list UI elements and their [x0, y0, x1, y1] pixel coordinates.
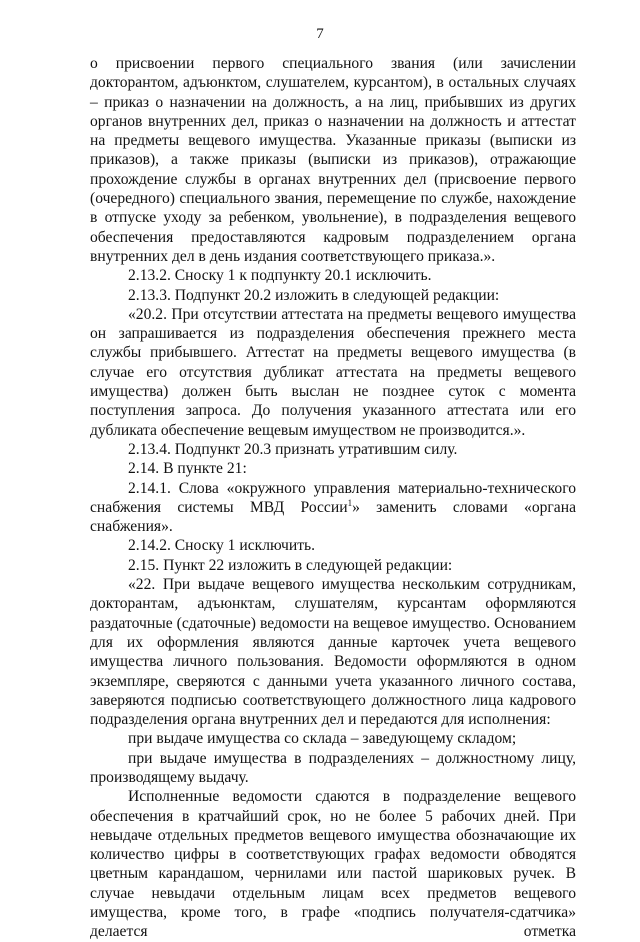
paragraph-continuation: о присвоении первого специального звания (или зачислении докторантом, адъюнктом, слушателем, курсантом), в остальных случаях – приказ о назначении на должность, а на лиц, прибывших из других органов внутренних дел, приказ о назначении на должность и аттестат на предметы вещевого имущества. Указанные приказы (выписки из приказов), а также приказы (выписки из приказов), отражающие прохождение службы в органах внутренних дел (присвоение первого (очередного) специального звания, перемещение по службе, нахождение в отпуске уходу за ребенком, увольнение), в подразделения вещевого обеспечения предоставляются кадровым подразделением органа внутренних дел в день издания соответствующего приказа.».: [90, 55, 576, 265]
paragraph-2-14-2: 2.14.2. Сноску 1 исключить.: [128, 537, 316, 555]
paragraph-subdivisions: при выдаче имущества в подразделениях – должностному лицу, производящему выдачу.: [90, 749, 576, 786]
footnote-mark: 1: [347, 497, 353, 508]
paragraph-2-13-4: 2.13.4. Подпункт 20.3 признать утратившим силу.: [128, 440, 458, 458]
document-body: [90, 54, 576, 942]
clause-2-14-1-replacement: » заменить словами «органа снабжения».: [90, 498, 576, 536]
paragraph-2-13-2: 2.13.2. Сноску 1 к подпункту 20.1 исключить.: [128, 267, 432, 285]
paragraph-2-15: 2.15. Пункт 22 изложить в следующей редакции:: [128, 556, 453, 574]
clause-2-14-1-text: 2.14.1. Слова «окружного управления материально-технического снабжения системы МВД России: [90, 479, 576, 516]
paragraph-2-14: 2.14. В пункте 21:: [128, 460, 247, 478]
paragraph-executed-statements: Исполненные ведомости сдаются в подразделение вещевого обеспечения в кратчайший срок, но не более 5 рабочих дней. При невыдаче отдельных предметов вещевого имущества обозначающие их количество цифры в соответствующих графах ведомости обводятся цветным карандашом, чернилами или пастой шариковых ручек. В случае невыдачи отдельным лицам всех предметов вещевого имущества, кроме того, в графе «подпись получателя-сдатчика» делается отметка: [90, 788, 576, 941]
paragraph-2-14-1: [90, 479, 576, 537]
paragraph-warehouse: при выдаче имущества со склада – заведующему складом;: [128, 730, 517, 748]
paragraph-2-13-3: 2.13.3. Подпункт 20.2 изложить в следующей редакции:: [128, 286, 500, 304]
paragraph-22: «22. При выдаче вещевого имущества нескольким сотрудникам, докторантам, адъюнктам, слушателям, курсантам оформляются раздаточные (сдаточные) ведомости на вещевое имущество. Основанием для их оформления являются данные карточек учета вещевого имущества личного пользования. Ведомости оформляются в одном экземпляре, сверяются с данными учета указанного личного состава, заверяются подписью соответствующего должностного лица кадрового подразделения органа внутренних дел и передаются для исполнения:: [90, 576, 576, 729]
page-number: 7: [316, 26, 324, 42]
paragraph-20-2: «20.2. При отсутствии аттестата на предметы вещевого имущества он запрашивается из подразделения обеспечения прежнего места службы прибывшего. Аттестат на предметы вещевого имущества (в случае его отсутствия дубликат аттестата на предметы вещевого имущества) должен быть выслан не позднее суток с момента поступления запроса. До получения указанного аттестата или его дубликата обеспечение вещевым имуществом не производится.».: [90, 305, 576, 439]
